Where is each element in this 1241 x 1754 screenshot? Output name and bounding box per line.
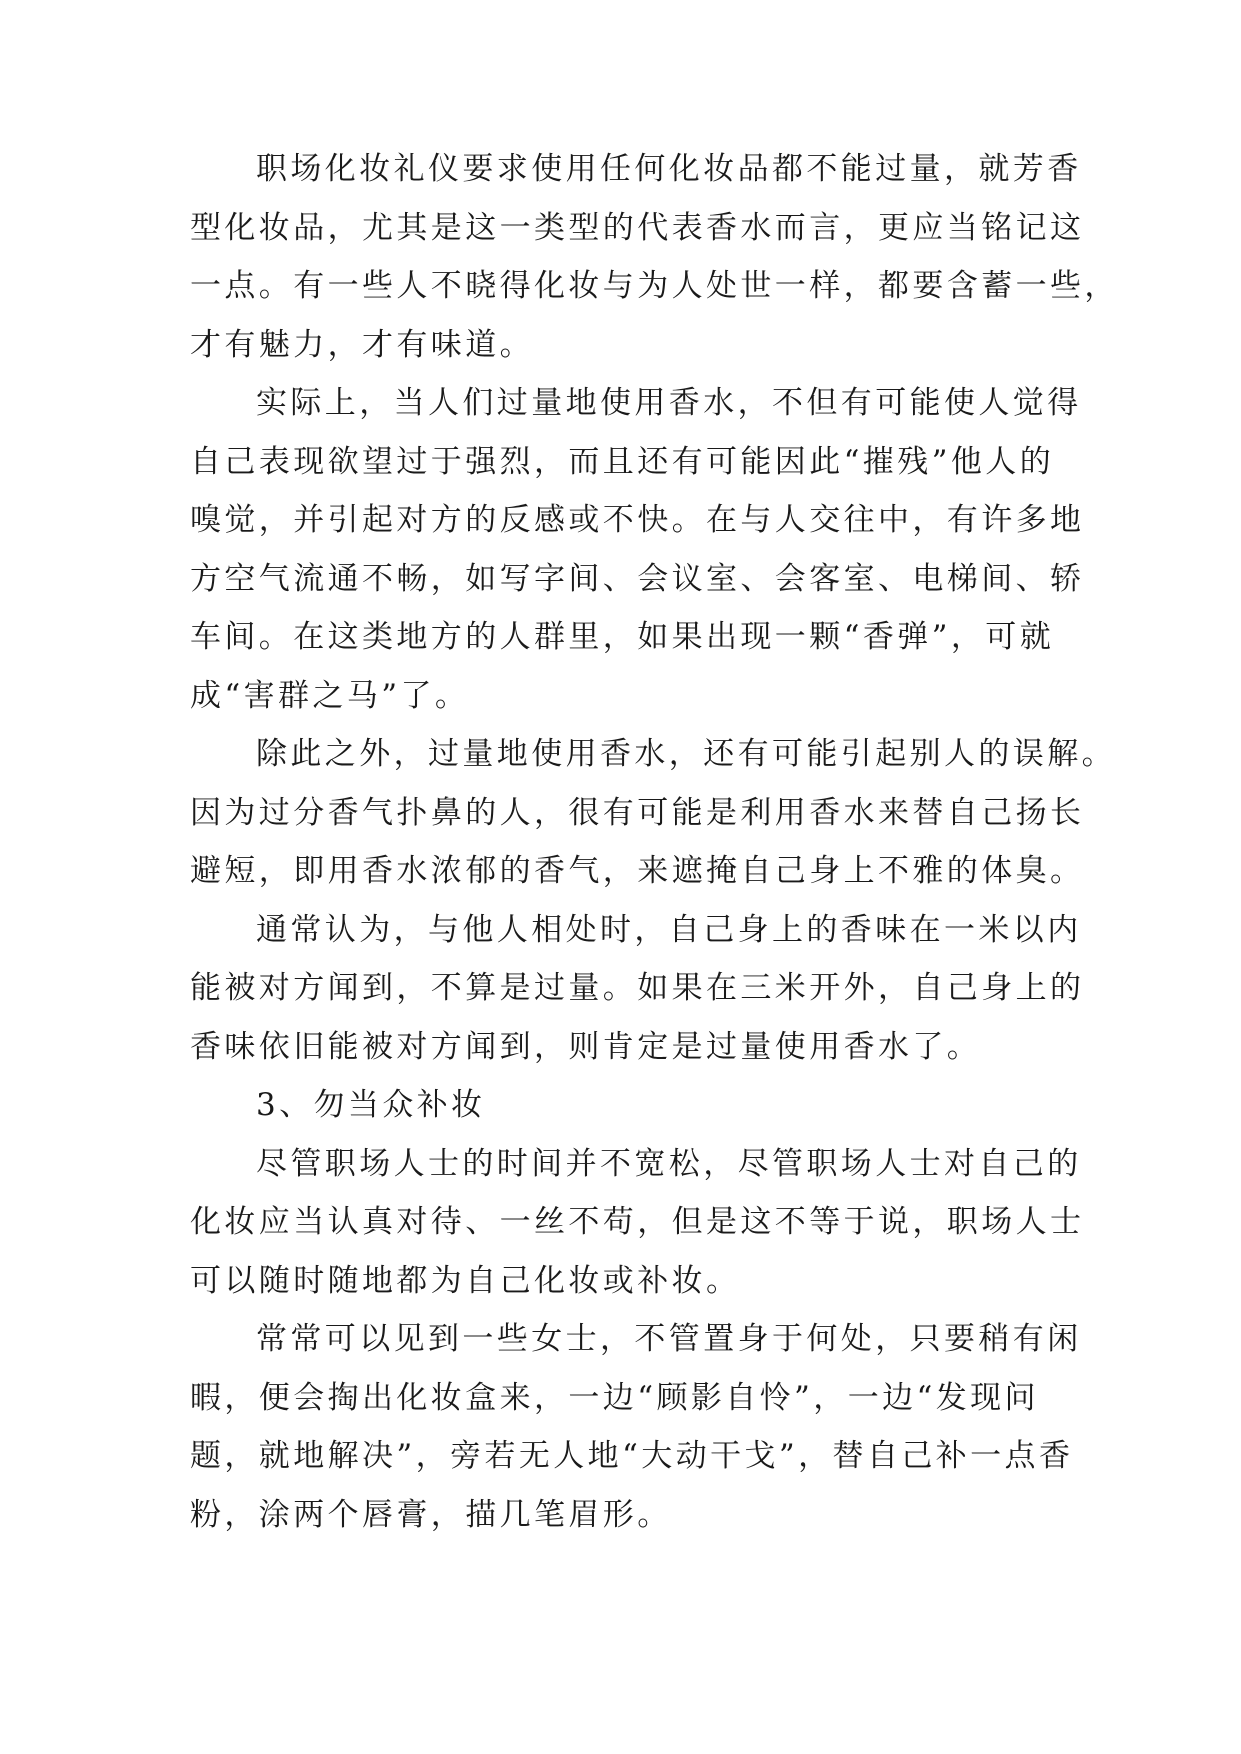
document-body xyxy=(190,140,1119,1544)
text-line: 暇，便会掏出化妆盒来，一边“顾影自怜”，一边“发现问 xyxy=(190,1379,1039,1416)
text-line: 方空气流通不畅，如写字间、会议室、会客室、电梯间、轿 xyxy=(190,560,1085,597)
text-line: 化妆应当认真对待、一丝不苟，但是这不等于说，职场人士 xyxy=(190,1204,1085,1240)
text-line: 能被对方闻到，不算是过量。如果在三米开外，自己身上的 xyxy=(190,970,1085,1006)
text-line: 车间。在这类地方的人群里，如果出现一颗“香弹”，可就 xyxy=(190,619,1055,655)
text-line: 尽管职场人士的时间并不宽松，尽管职场人士对自己的 xyxy=(256,1145,1082,1182)
text-line: 通常认为，与他人相处时，自己身上的香味在一米以内 xyxy=(256,911,1082,948)
text-line: 型化妆品，尤其是这一类型的代表香水而言，更应当铭记这 xyxy=(190,209,1085,246)
text-line: 因为过分香气扑鼻的人，很有可能是利用香水来替自己扬长 xyxy=(190,794,1085,831)
section-heading: 3、勿当众补妆 xyxy=(256,1087,486,1123)
text-line: 粉，涂两个唇膏，描几笔眉形。 xyxy=(190,1496,672,1533)
text-line: 自己表现欲望过于强烈，而且还有可能因此“摧残”他人的 xyxy=(190,443,1055,480)
text-line: 题，就地解决”，旁若无人地“大动干戈”，替自己补一点香 xyxy=(190,1438,1074,1474)
text-line: 职场化妆礼仪要求使用任何化妆品都不能过量，就芳香 xyxy=(256,151,1082,187)
text-line: 嗅觉，并引起对方的反感或不快。在与人交往中，有许多地 xyxy=(190,502,1085,538)
text-line: 实际上，当人们过量地使用香水，不但有可能使人觉得 xyxy=(256,385,1082,421)
text-line: 才有魅力，才有味道。 xyxy=(190,326,534,363)
text-line: 香味依旧能被对方闻到，则肯定是过量使用香水了。 xyxy=(190,1028,982,1065)
text-line: 一点。有一些人不晓得化妆与为人处世一样，都要含蓄一些， xyxy=(190,268,1119,304)
text-line: 除此之外，过量地使用香水，还有可能引起别人的误解。 xyxy=(256,736,1116,772)
text-line: 成“害群之马”了。 xyxy=(190,677,470,714)
text-line: 可以随时随地都为自己化妆或补妆。 xyxy=(190,1262,741,1299)
text-line: 避短，即用香水浓郁的香气，来遮掩自己身上不雅的体臭。 xyxy=(190,853,1085,889)
text-line: 常常可以见到一些女士，不管置身于何处，只要稍有闲 xyxy=(256,1321,1082,1357)
